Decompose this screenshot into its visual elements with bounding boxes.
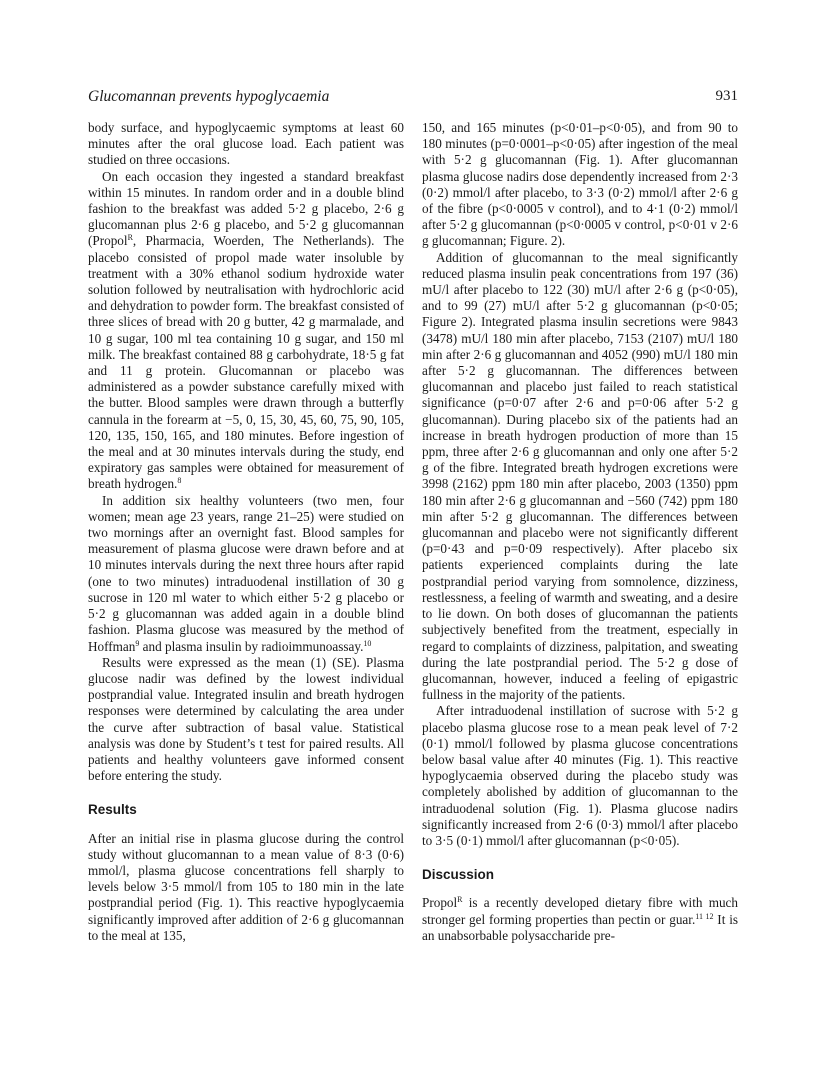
reference-superscript: 10 bbox=[363, 638, 372, 648]
page-number: 931 bbox=[715, 88, 738, 104]
section-heading-discussion: Discussion bbox=[422, 867, 495, 883]
registered-mark: R bbox=[127, 233, 133, 243]
left-column bbox=[88, 120, 404, 944]
reference-superscript: 9 bbox=[135, 638, 140, 648]
registered-mark: R bbox=[457, 895, 463, 905]
paragraph-methods-volunteers: In addition six healthy volunteers (two men, four women; mean age 23 years, range 21–25) were studied on two mornings after an overnight fast. Blood samples for measurement of plasma glucose were drawn before and at 10 minutes intervals during the next three hours after rapid (one to two minutes) intraduodenal instillation of 30 g sucrose in 120 ml water to which either 5·2 g placebo or 5·2 g glucomannan was added again in a double blind fashion. Plasma glucose was measured by the method of Hoffman$^9$ and plasma insulin by radioimmunoassay.$^{10}$ bbox=[88, 492, 404, 654]
paragraph-methods-breakfast: On each occasion they ingested a standard breakfast within 15 minutes. In random order and in a double blind fashion to the breakfast was added 5·2 g placebo, 2·6 g glucomannan plus 2·6 g placebo, and 5·2 g glucomannan (Propol$^R$, Pharmacia, Woerden, The Netherlands). The placebo consisted of propol made water insoluble by treatment with a 30% ethanol sodium hydroxide water solution followed by neutralisation with hydrochloric acid and dehydration to powder form. The breakfast consisted of three slices of bread with 20 g butter, 42 g marmalade, and 10 g sugar, 100 ml tea containing 10 g sugar, and 150 ml milk. The breakfast contained 88 g carbohydrate, 18·5 g fat and 11 g protein. Glucomannan or placebo was administered as a powder substance carefully mixed with the butter. Blood samples were drawn through a butterfly cannula in the forearm at −5, 0, 15, 30, 45, 60, 75, 90, 105, 120, 135, 150, 165, and 180 minutes. Before ingestion of the meal and at 30 minutes intervals during the study, end expiratory gas samples were obtained for measurement of breath hydrogen.$^8$ bbox=[88, 168, 404, 492]
paragraph-statistics: Results were expressed as the mean (1) (SE). Plasma glucose nadir was defined by the lowest individual postprandial value. Integrated insulin and breath hydrogen responses were determined by calculating the area under the curve after subtraction of basal value. Statistical analysis was done by Student’s t test for paired results. All patients and healthy volunteers gave informed consent before entering the study. bbox=[88, 654, 404, 784]
paragraph: body surface, and hypoglycaemic symptoms at least 60 minutes after the oral glucose load. Each patient was studied on three occasions. bbox=[88, 120, 404, 168]
paragraph-results: After an initial rise in plasma glucose during the control study without glucomannan to a mean value of 8·3 (0·6) mmol/l, plasma glucose concentrations fell sharply to levels below 3·5 mmol/l from 105 to 180 min in the late postprandial period (Fig. 1). This reactive hypoglycaemia significantly improved after addition of 2·6 g glucomannan to the meal at 135, bbox=[88, 830, 404, 943]
running-title: Glucomannan prevents hypoglycaemia bbox=[88, 88, 330, 105]
paragraph-sucrose: After intraduodenal instillation of sucrose with 5·2 g placebo plasma glucose rose to a mean peak level of 7·2 (0·1) mmol/l followed by plasma glucose concentrations below basal value after 40 minutes (Fig. 1). This reactive hypoglycaemia observed during the placebo study was completely abolished by addition of glucomannan to the intraduodenal solution (Fig. 1). Plasma glucose nadirs significantly increased from 2·6 (0·3) mmol/l after placebo to 3·5 (0·1) mmol/l after glucomannan (p<0·05). bbox=[422, 703, 738, 848]
section-heading-results: Results bbox=[88, 802, 137, 818]
reference-superscript: 11 12 bbox=[695, 911, 714, 921]
right-column bbox=[422, 120, 738, 944]
paragraph-insulin: Addition of glucomannan to the meal significantly reduced plasma insulin peak concentrations from 197 (36) mU/l after placebo to 122 (30) mU/l after 2·6 g (p<0·05), and to 99 (27) mU/l after 5·2 g glucomannan (p<0·05; Figure 2). Integrated plasma insulin secretions were 9843 (3478) mU/l 180 min after placebo, 7153 (2107) mU/l 180 min after 2·6 g glucomannan and 4052 (990) mU/l 180 min after 5·2 g glucomannan. The differences between glucomannan and placebo just failed to reach statistical significance (p=0·07 after 2·6 and p=0·06 after 5·2 g glucomannan). During placebo six of the patients had an increase in breath hydrogen production of more than 15 ppm, three after 2·6 g glucomannan and only one after 5·2 g of the fibre. Integrated breath hydrogen excretions were 3998 (2162) ppm 180 min after placebo, 2003 (1350) ppm 180 min after 2·6 g glucomannan and −560 (742) ppm 180 min after 5·2 g glucomannan. The differences between glucomannan and placebo were not significantly different (p=0·43 and p=0·09 respectively). After placebo six patients experienced complaints during the late postprandial period varying from somnolence, dizziness, restlessness, a feeling of warmth and sweating, and a desire to lie down. On both doses of glucomannan the patients subjectively benefited from the treatment, especially in regard to complaints of dizziness, palpitation, and sweating during the late postprandial period. The 5·2 g dose of glucomannan, however, induced a feeling of epigastric fullness in the majority of the patients. bbox=[422, 249, 738, 703]
reference-superscript: 8 bbox=[177, 476, 182, 486]
running-header bbox=[88, 88, 738, 112]
paragraph-results-continued: 150, and 165 minutes (p<0·01–p<0·05), and from 90 to 180 minutes (p=0·0001–p<0·05) after ingestion of the meal with 5·2 g glucomannan (Fig. 1). After glucomannan plasma glucose nadirs dose dependently increased from 2·3 (0·2) mmol/l after placebo, to 3·3 (0·2) mmol/l after 2·6 g of the fibre (p<0·0005 v control), and to 4·1 (0·2) mmol/l after 5·2 g glucomannan (p<0·0005 v control, p<0·01 v 2·6 g glucomannan; Figure. 2). bbox=[422, 120, 738, 249]
paragraph-discussion: Propol$^R$ is a recently developed dietary fibre with much stronger gel forming properties than pectin or guar.$^{11 12}$ It is an unabsorbable polysaccharide pre- bbox=[422, 895, 738, 943]
